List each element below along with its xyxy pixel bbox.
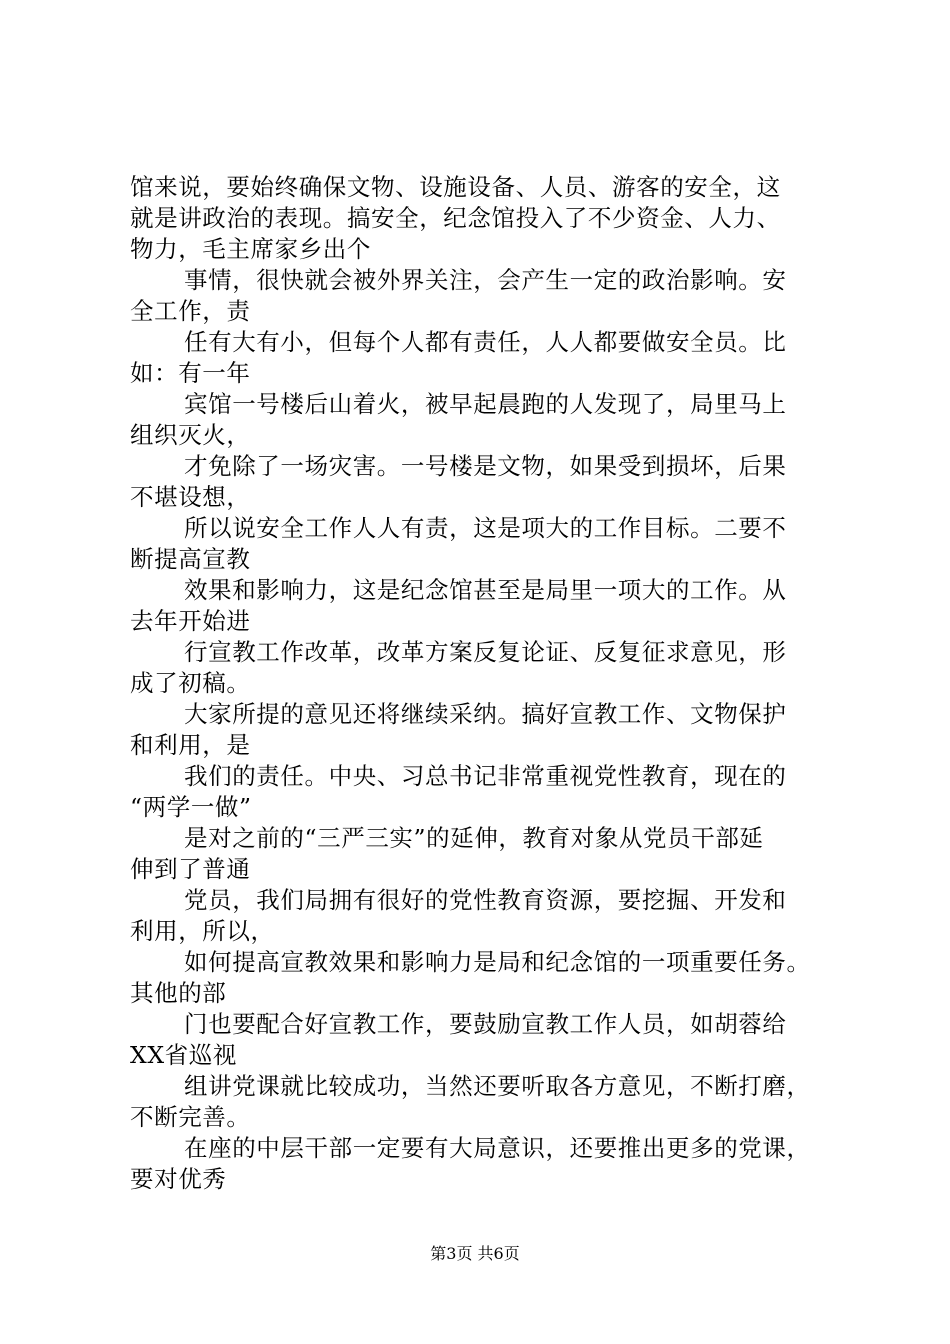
text-line: 门也要配合好宣教工作，要鼓励宣教工作人员，如胡蓉给 [184, 1010, 787, 1038]
text-line: 要对优秀 [130, 1165, 227, 1193]
text-line: 行宣教工作改革，改革方案反复论证、反复征求意见，形 [184, 638, 787, 666]
text-line: 馆来说，要始终确保文物、设施设备、人员、游客的安全，这 [130, 173, 781, 201]
text-line: 不断完善。 [130, 1103, 251, 1131]
text-line: 是对之前的“三严三实”的延伸，教育对象从党员干部延 [184, 824, 764, 852]
text-line: 不堪设想， [130, 483, 251, 511]
body-text [130, 172, 840, 1195]
text-line: 党员，我们局拥有很好的党性教育资源，要挖掘、开发和 [184, 886, 787, 914]
text-line: 如：有一年 [130, 359, 251, 387]
text-line: 和利用，是 [130, 731, 251, 759]
text-line: XX省巡视 [130, 1041, 237, 1069]
text-line: 组讲党课就比较成功，当然还要听取各方意见，不断打磨， [184, 1072, 811, 1100]
text-line: 宾馆一号楼后山着火，被早起晨跑的人发现了，局里马上 [184, 390, 787, 418]
text-line: 其他的部 [130, 979, 227, 1007]
page-footer: 第3页 共6页 [430, 1244, 520, 1263]
text-line: 如何提高宣教效果和影响力是局和纪念馆的一项重要任务。 [184, 948, 811, 976]
text-line: 事情，很快就会被外界关注，会产生一定的政治影响。安 [184, 266, 787, 294]
text-line: 大家所提的意见还将继续采纳。搞好宣教工作、文物保护 [184, 700, 787, 728]
text-line: 断提高宣教 [130, 545, 251, 573]
text-line: 伸到了普通 [130, 855, 251, 883]
text-line: 我们的责任。中央、习总书记非常重视党性教育，现在的 [184, 762, 787, 790]
text-line: 在座的中层干部一定要有大局意识，还要推出更多的党课， [184, 1134, 811, 1162]
text-line: “两学一做” [130, 793, 252, 821]
text-line: 物力，毛主席家乡出个 [130, 235, 371, 263]
text-line: 成了初稿。 [130, 669, 251, 697]
text-line: 所以说安全工作人人有责，这是项大的工作目标。二要不 [184, 514, 787, 542]
text-line: 组织灭火， [130, 421, 251, 449]
text-line: 才免除了一场灾害。一号楼是文物，如果受到损坏，后果 [184, 452, 787, 480]
text-line: 全工作，责 [130, 297, 251, 325]
text-line: 就是讲政治的表现。搞安全，纪念馆投入了不少资金、人力、 [130, 204, 781, 232]
text-line: 利用，所以， [130, 917, 275, 945]
text-line: 任有大有小，但每个人都有责任，人人都要做安全员。比 [184, 328, 787, 356]
text-line: 去年开始进 [130, 607, 251, 635]
text-line: 效果和影响力，这是纪念馆甚至是局里一项大的工作。从 [184, 576, 787, 604]
